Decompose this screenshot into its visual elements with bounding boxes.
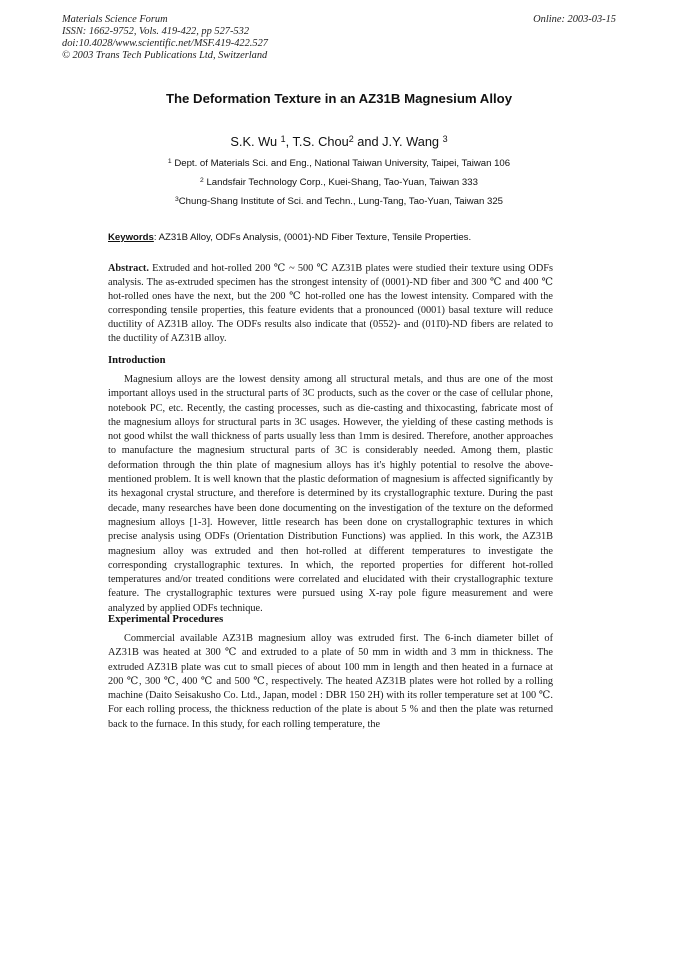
experimental-heading: Experimental Procedures (108, 614, 224, 625)
affiliation-2-sup: 2 (200, 176, 204, 184)
affiliation-1-sup: 1 (167, 157, 172, 165)
author-1-name: S.K. Wu (230, 134, 278, 149)
affiliation-3-sup: 3 (174, 195, 179, 203)
experimental-paragraph: Commercial available AZ31B magnesium alloy was extruded first. The 6-inch diameter billet of AZ31B was heated at 300 ℃ and extruded to a plate of 50 mm in width and 3 mm in thickness. The extruded AZ31B plate was cut to small pieces of about 100 mm in length and then heated in a furnace at 200 ℃, 300 ℃, 400 ℃ and 500 ℃, respectively. The heated AZ31B plates were hot rolled by a rolling machine (Daito Seisakusho Co. Ltd., Japan, model : DBR 150 2H) with its roller temperature set at 100 ℃. For each rolling process, the thickness reduction of the plate is about 5 % and then the plate was returned back to the furnace. In this study, for each rolling temperature, the (108, 633, 553, 730)
author-3-name: and J.Y. Wang (353, 134, 440, 149)
keywords (108, 232, 568, 243)
copyright-line: © 2003 Trans Tech Publications Ltd, Switzerland (62, 50, 268, 61)
paper-title: The Deformation Texture in an AZ31B Magnesium Alloy (165, 91, 513, 106)
abstract-label: Abstract. (108, 263, 149, 274)
issn-line: ISSN: 1662-9752, Vols. 419-422, pp 527-532 (62, 26, 250, 37)
affiliation-2 (0, 173, 678, 192)
doi-line: doi:10.4028/www.scientific.net/MSF.419-422.527 (62, 38, 268, 49)
affiliations (0, 154, 678, 211)
online-date: Online: 2003-03-15 (533, 14, 616, 25)
experimental-body (108, 632, 553, 732)
affiliation-3-text: Chung-Shang Institute of Sci. and Techn., Lung-Tang, Tao-Yuan, Taiwan 325 (178, 196, 504, 207)
affiliation-1-text: Dept. of Materials Sci. and Eng., National Taiwan University, Taipei, Taiwan 106 (174, 158, 511, 169)
author-1-sup: 1 (280, 133, 286, 144)
affiliation-3 (0, 192, 678, 211)
abstract (108, 262, 553, 347)
affiliation-2-text: Landsfair Technology Corp., Kuei-Shang, Tao-Yuan, Taiwan 333 (206, 177, 478, 188)
author-3-sup: 3 (442, 133, 448, 144)
introduction-paragraph: Magnesium alloys are the lowest density among all structural metals, and thus are one of the most important alloys used in the structural parts of 3C products, such as the cover or the case of cellular phone, notebook PC, etc. Recently, the casting processes, such as die-casting and thixocasting, fabricate most of the magnesium alloys for structural parts in 3C usages. However, the yielding of these casting methods is not good whilst the wall thickness of parts usually less than 1mm is desired. Therefore, another approaches to manufacture the magnesium structural parts of 3C is considerably needed. Among them, plastic deformation through the thin plate of magnesium alloys has it's highly potential to resolve the above-mentioned problem. It is well known that the plastic deformation of magnesium is affected significantly by its hexagonal crystal structure, and therefore is determined by its crystallographic texture. During the past decade, many researches have been done documenting on the investigation of the texture on the deformed magnesium alloys [1-3]. However, little research has been done on crystallographic textures in which precise analysis using ODFs (Orientation Distribution Functions) was applied. In this work, the AZ31B magnesium alloy was extruded and then hot-rolled at different temperatures to investigate the corresponding crystallographic textures. In which, the reported properties for different hot-rolled temperatures and/or treated conditions were correlated and elucidated with their crystallographic texture feature. The crystallographic textures were pursued using X-ray pole figure measurement and were analyzed by applied ODFs technique. (108, 374, 553, 614)
introduction-heading: Introduction (108, 355, 166, 366)
keywords-text: : AZ31B Alloy, ODFs Analysis, (0001)-ND Fiber Texture, Tensile Properties. (153, 232, 472, 243)
author-2-sup: 2 (348, 133, 354, 144)
author-line (0, 134, 678, 149)
author-2-name: , T.S. Chou (285, 134, 349, 149)
keywords-label: Keywords (108, 232, 154, 243)
abstract-text: Extruded and hot-rolled 200 ℃ ~ 500 ℃ AZ31B plates were studied their texture using ODFs analysis. The as-extruded specimen has the strongest intensity of (0001)-ND fiber and 300 ℃ and 400 ℃ hot-rolled ones have the next, but the 200 ℃ hot-rolled one has the lowest intensity. Compared with the corresponding tensile properties, this feature evidents that a pronounced (0001) basal texture will reduce ductility of AZ31B alloy. The ODFs results also indicate that (05̄52)- and (011̄0)-ND fibers are related to the ductility of AZ31B alloy. (108, 263, 553, 345)
journal-name: Materials Science Forum (62, 14, 168, 25)
affiliation-1 (0, 154, 678, 173)
introduction-body (108, 373, 553, 616)
journal-header (62, 14, 422, 62)
